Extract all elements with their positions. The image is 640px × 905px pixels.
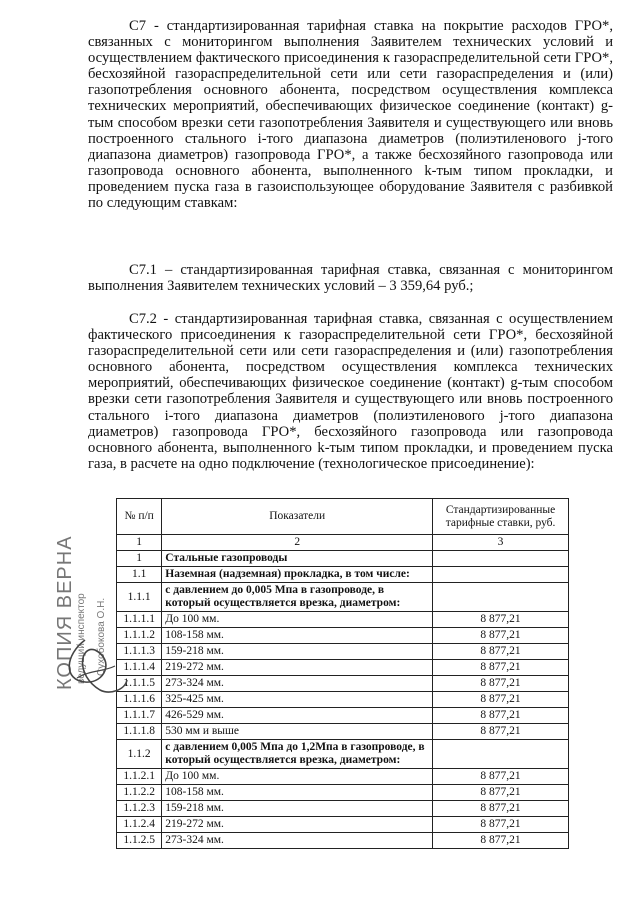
- colnum-1: 1: [117, 535, 162, 551]
- tariff-table: [116, 498, 569, 849]
- row-label: 273-324 мм.: [162, 676, 433, 692]
- row-label: 159-218 мм.: [162, 801, 433, 817]
- table-row: [117, 567, 569, 583]
- row-label: До 100 мм.: [162, 612, 433, 628]
- row-number: 1.1.2.1: [117, 769, 162, 785]
- row-value: 8 877,21: [433, 785, 569, 801]
- row-number: 1.1.1: [117, 583, 162, 612]
- table-row: [117, 740, 569, 769]
- row-value: 8 877,21: [433, 724, 569, 740]
- signature-scribble: [55, 620, 135, 700]
- table-colnum-row: [117, 535, 569, 551]
- header-number: № п/п: [117, 499, 162, 535]
- colnum-2: 2: [162, 535, 433, 551]
- row-number: 1.1.1.6: [117, 692, 162, 708]
- row-label: Наземная (надземная) прокладка, в том числе:: [162, 567, 433, 583]
- row-number: 1.1.2.2: [117, 785, 162, 801]
- row-value: 8 877,21: [433, 628, 569, 644]
- table-row: [117, 644, 569, 660]
- row-value: 8 877,21: [433, 644, 569, 660]
- row-value: 8 877,21: [433, 676, 569, 692]
- row-label: 325-425 мм.: [162, 692, 433, 708]
- table-row: [117, 612, 569, 628]
- row-number: 1: [117, 551, 162, 567]
- stamp-name: Сухобокова О.Н.: [96, 597, 107, 676]
- row-value: [433, 567, 569, 583]
- row-value: 8 877,21: [433, 612, 569, 628]
- row-number: 1.1.1.2: [117, 628, 162, 644]
- table-row: [117, 583, 569, 612]
- row-number: 1.1.1.1: [117, 612, 162, 628]
- row-number: 1.1.1.4: [117, 660, 162, 676]
- table-row: [117, 660, 569, 676]
- paragraph-c7-1: С7.1 – стандартизированная тарифная ставка, связанная с мониторингом выполнения Заявителем технических условий – 3 359,64 руб.;: [88, 262, 613, 295]
- row-number: 1.1.2.4: [117, 817, 162, 833]
- row-value: 8 877,21: [433, 660, 569, 676]
- stamp-role: ведущий инспектор: [76, 593, 87, 684]
- row-value: [433, 583, 569, 612]
- row-label: с давлением до 0,005 Мпа в газопроводе, в который осуществляется врезка, диаметром:: [162, 583, 433, 612]
- table-row: [117, 551, 569, 567]
- row-label: 159-218 мм.: [162, 644, 433, 660]
- table-row: [117, 801, 569, 817]
- row-value: 8 877,21: [433, 692, 569, 708]
- paragraph-c7-2: С7.2 - стандартизированная тарифная ставка, связанная с осуществлением фактического присоединения к газораспределительной сети ГРО*, бесхозяйной газораспределительной сети или сети газораспределения и (или) газопотребления основного абонента, посредством осуществления комплекса технических мероприятий, обеспечивающих физическое соединение (контакт) g-тым способом врезки сети газопотребления Заявителя и существующего или вновь построенного стального i-того диапазона диаметров (полиэтиленового j-того диапазона диаметров) газопровода ГРО*, бесхозяйного газопровода или газопровода основного абонента, выполненного k-тым типом прокладки, и проведением пуска газа, в расчете на одно подключение (технологическое присоединение):: [88, 311, 613, 472]
- stamp-title: КОПИЯ ВЕРНА: [54, 535, 76, 690]
- row-label: 530 мм и выше: [162, 724, 433, 740]
- row-value: [433, 740, 569, 769]
- row-value: 8 877,21: [433, 801, 569, 817]
- table-row: [117, 817, 569, 833]
- table-row: [117, 708, 569, 724]
- row-number: 1.1.2.5: [117, 833, 162, 849]
- row-value: [433, 551, 569, 567]
- header-indicators: Показатели: [162, 499, 433, 535]
- row-number: 1.1.2.3: [117, 801, 162, 817]
- table-row: [117, 676, 569, 692]
- row-number: 1.1.1.3: [117, 644, 162, 660]
- row-label: 219-272 мм.: [162, 817, 433, 833]
- table-header-row: [117, 499, 569, 535]
- row-label: 273-324 мм.: [162, 833, 433, 849]
- table-row: [117, 724, 569, 740]
- row-value: 8 877,21: [433, 833, 569, 849]
- header-rates: Стандартизированные тарифные ставки, руб.: [433, 499, 569, 535]
- row-label: 108-158 мм.: [162, 785, 433, 801]
- row-label: 108-158 мм.: [162, 628, 433, 644]
- row-label: 426-529 мм.: [162, 708, 433, 724]
- table-row: [117, 692, 569, 708]
- row-label: с давлением 0,005 Мпа до 1,2Мпа в газопроводе, в который осуществляется врезка, диаметром:: [162, 740, 433, 769]
- colnum-3: 3: [433, 535, 569, 551]
- row-number: 1.1.1.8: [117, 724, 162, 740]
- table-row: [117, 785, 569, 801]
- row-value: 8 877,21: [433, 817, 569, 833]
- row-label: 219-272 мм.: [162, 660, 433, 676]
- row-value: 8 877,21: [433, 708, 569, 724]
- table-row: [117, 769, 569, 785]
- table-row: [117, 833, 569, 849]
- row-label: До 100 мм.: [162, 769, 433, 785]
- row-value: 8 877,21: [433, 769, 569, 785]
- row-number: 1.1.1.7: [117, 708, 162, 724]
- row-number: 1.1.1.5: [117, 676, 162, 692]
- paragraph-c7: С7 - стандартизированная тарифная ставка на покрытие расходов ГРО*, связанных с мониторингом выполнения Заявителем технических условий и осуществлением фактического присоединения к газораспределительной сети ГРО*, бесхозяйной газораспределительной сети или сети газораспределения и (или) газопотребления основного абонента, посредством осуществления комплекса технических мероприятий, обеспечивающих физическое соединение (контакт) g-тым способом врезки сети газопотребления Заявителя и существующего или вновь построенного стального i-того диапазона диаметров (полиэтиленового j-того диапазона диаметров) газопровода ГРО*, а также бесхозяйного газопровода или газопровода основного абонента, выполненного k-тым типом прокладки, и проведением пуска газа в газоиспользующее оборудование Заявителя с разбивкой по следующим ставкам:: [88, 18, 613, 212]
- row-number: 1.1: [117, 567, 162, 583]
- row-number: 1.1.2: [117, 740, 162, 769]
- table-row: [117, 628, 569, 644]
- row-label: Стальные газопроводы: [162, 551, 433, 567]
